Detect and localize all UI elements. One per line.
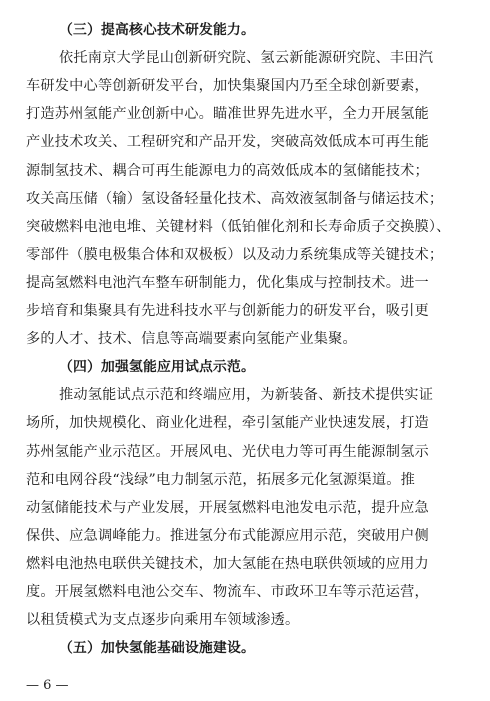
paragraph-line: 范和电网谷段“浅绿”电力制氢示范，拓展多元化氢源渠道。推 <box>26 471 415 488</box>
paragraph-line: 场所，加快规模化、商业化进程，牵引氢能产业快速发展，打造 <box>26 415 429 432</box>
page-number: — 6 — <box>26 678 69 693</box>
section-heading-5: （五）加快氢能基础设施建设。 <box>59 640 255 657</box>
paragraph-line: 产业技术攻关、工程研究和产品开发，突破高效低成本可再生能 <box>26 134 429 151</box>
paragraph-line: 保供、应急调峰能力。推进氢分布式能源应用示范，突破用户侧 <box>26 527 429 544</box>
paragraph-line: 多的人才、技术、信息等高端要素向氢能产业集聚。 <box>26 331 357 348</box>
paragraph-line: 零部件（膜电极集合体和双极板）以及动力系统集成等关键技术； <box>26 246 444 263</box>
paragraph-line: 步培育和集聚具有先进科技水平与创新能力的研发平台，吸引更 <box>26 303 429 319</box>
paragraph-line: 苏州氢能产业示范区。开展风电、光伏电力等可再生能源制氢示 <box>26 443 429 460</box>
paragraph-line: 动氢储能技术与产业发展，开展氢燃料电池发电示范，提升应急 <box>26 499 429 516</box>
paragraph-line: 推动氢能试点示范和终端应用，为新装备、新技术提供实证 <box>59 387 434 404</box>
section-heading-4: （四）加强氢能应用试点示范。 <box>59 359 255 376</box>
paragraph-line: 以租赁模式为支点逐步向乘用车领域渗透。 <box>26 612 300 629</box>
paragraph-line: 源制氢技术、耦合可再生能源电力的高效低成本的氢储能技术； <box>26 162 429 179</box>
document-page <box>26 0 466 701</box>
paragraph-line: 依托南京大学昆山创新研究院、氢云新能源研究院、丰田汽 <box>59 50 434 67</box>
paragraph-line: 车研发中心等创新研发平台，加快集聚国内乃至全球创新要素， <box>26 78 429 95</box>
paragraph-line: 打造苏州氢能产业创新中心。瞄准世界先进水平，全力开展氢能 <box>26 106 429 123</box>
paragraph-line: 突破燃料电池电堆、关键材料（低铂催化剂和长寿命质子交换膜）、 <box>26 218 451 235</box>
section-heading-3: （三）提高核心技术研发能力。 <box>59 22 255 38</box>
paragraph-line: 提高氢燃料电池汽车整车研制能力，优化集成与控制技术。进一 <box>26 274 429 291</box>
paragraph-line: 度。开展氢燃料电池公交车、物流车、市政环卫车等示范运营， <box>26 584 429 600</box>
paragraph-line: 攻关高压储（输）氢设备轻量化技术、高效液氢制备与储运技术； <box>26 190 444 207</box>
paragraph-line: 燃料电池热电联供关键技术，加大氢能在热电联供领域的应用力 <box>26 555 429 572</box>
